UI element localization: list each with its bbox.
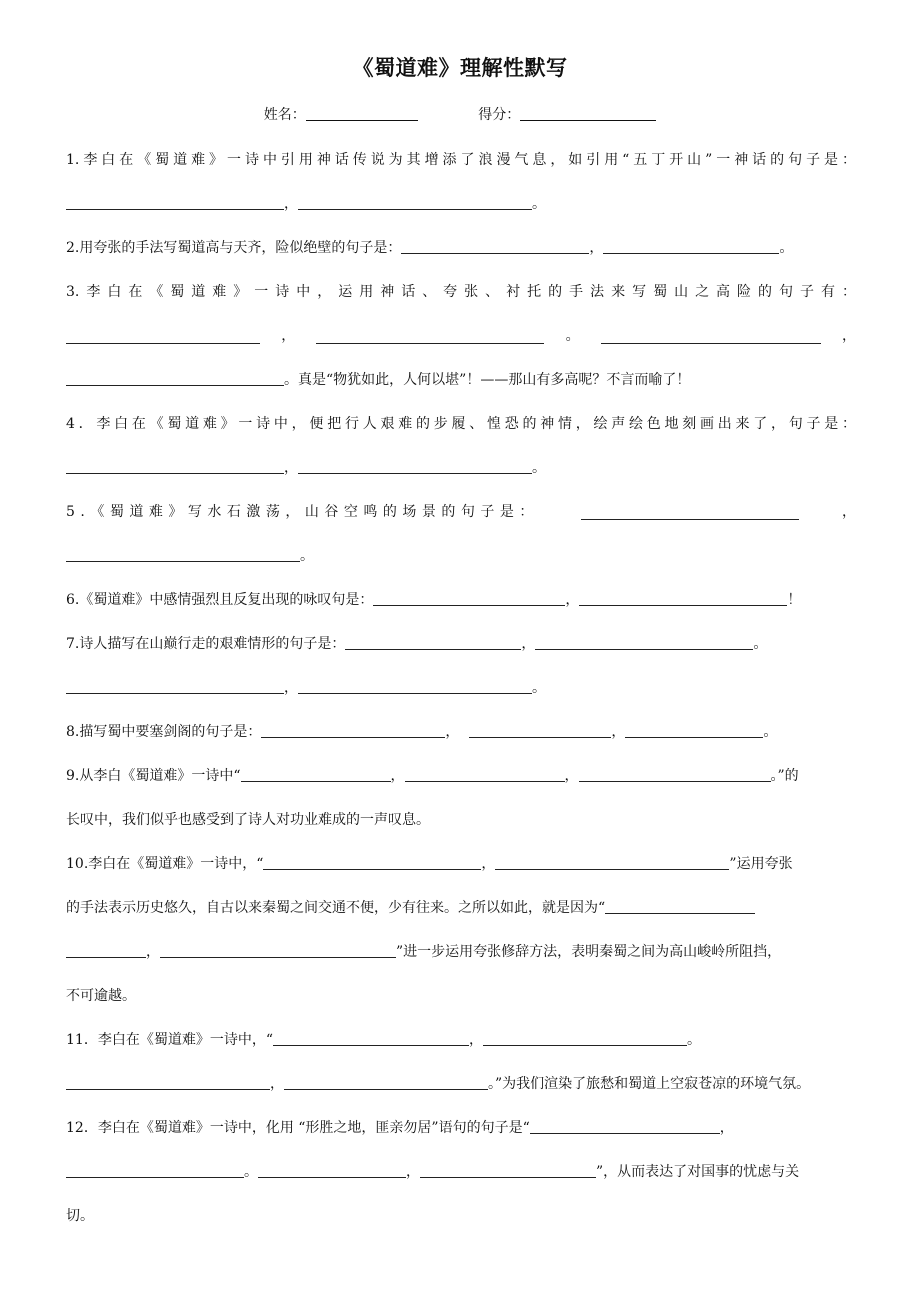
punct: 。 <box>300 548 314 564</box>
question-3 <box>66 270 856 402</box>
name-blank[interactable] <box>306 106 418 121</box>
answer-blank[interactable] <box>605 899 755 914</box>
question-1 <box>66 138 856 226</box>
answer-blank[interactable] <box>66 547 300 562</box>
punct: ， <box>284 196 298 212</box>
question-text: 12．李白在《蜀道难》一诗中，化用 “形胜之地，匪亲勿居”语句的句子是“ <box>66 1120 530 1136</box>
question-4 <box>66 402 856 490</box>
punct: ， <box>146 944 160 960</box>
punct: 。 <box>532 680 546 696</box>
student-info <box>0 104 920 124</box>
question-text: 7.诗人描写在山巅行走的艰难情形的句子是： <box>66 636 346 652</box>
punct: ， <box>445 724 460 740</box>
question-2 <box>66 226 856 270</box>
punct: 。”的 <box>770 768 799 784</box>
question-text: 1.李白在《蜀道难》一诗中引用神话传说为其增添了浪漫气息，如引用“五丁开山”一神话的句子是： <box>66 152 856 168</box>
answer-blank[interactable] <box>401 239 589 254</box>
answer-blank[interactable] <box>495 855 729 870</box>
question-tail: 。真是“物犹如此，人何以堪”！——那山有多高呢？不言而喻了！ <box>284 372 691 388</box>
question-text-line3: 切。 <box>66 1208 94 1224</box>
punct: ， <box>611 724 626 740</box>
question-text: 9.从李白《蜀道难》一诗中“ <box>66 768 241 784</box>
question-8 <box>66 710 856 754</box>
answer-blank[interactable] <box>66 371 284 386</box>
punct: ， <box>281 328 296 344</box>
punct: 。 <box>763 724 778 740</box>
question-tail: ”，从而表达了对国事的忧虑与关 <box>596 1164 800 1180</box>
punct: 。 <box>532 460 546 476</box>
punct: ， <box>284 680 298 696</box>
question-5 <box>66 490 856 578</box>
punct: ， <box>564 768 579 784</box>
answer-blank[interactable] <box>66 943 146 958</box>
question-text: 8.描写蜀中要塞剑阁的句子是： <box>66 724 262 740</box>
punct: ， <box>521 636 536 652</box>
answer-blank[interactable] <box>579 767 771 782</box>
answer-blank[interactable] <box>601 329 821 344</box>
question-text: 4．李白在《蜀道难》一诗中，便把行人艰难的步履、惶恐的神情，绘声绘色地刻画出来了，句子是： <box>66 416 856 432</box>
question-tail: 。”为我们渲染了旅愁和蜀道上空寂苍凉的环境气氛。 <box>488 1076 811 1092</box>
punct: 。 <box>565 328 580 344</box>
answer-blank[interactable] <box>298 679 532 694</box>
answer-blank[interactable] <box>66 1075 270 1090</box>
question-10 <box>66 842 856 1018</box>
answer-blank[interactable] <box>625 723 763 738</box>
score-group <box>478 104 656 124</box>
answer-blank[interactable] <box>603 239 779 254</box>
answer-blank[interactable] <box>405 767 565 782</box>
page-title: 《蜀道难》理解性默写 <box>352 56 568 80</box>
question-text: 3.李白在《蜀道难》一诗中，运用神话、夸张、衬托的手法来写蜀山之高险的句子有： <box>66 284 856 300</box>
answer-blank[interactable] <box>373 591 565 606</box>
answer-blank[interactable] <box>579 591 787 606</box>
answer-blank[interactable] <box>298 459 532 474</box>
answer-blank[interactable] <box>535 635 753 650</box>
question-12 <box>66 1106 856 1238</box>
answer-blank[interactable] <box>298 195 532 210</box>
punct: 。 <box>244 1164 258 1180</box>
punct: 。 <box>753 636 768 652</box>
punct: 。 <box>532 196 546 212</box>
question-text-line2: 的手法表示历史悠久，自古以来秦蜀之间交通不便，少有往来。之所以如此，就是因为“ <box>66 900 606 916</box>
punct: ， <box>841 504 856 520</box>
punct: ， <box>390 768 405 784</box>
punct: ！ <box>787 592 802 608</box>
answer-blank[interactable] <box>530 1119 720 1134</box>
answer-blank[interactable] <box>263 855 481 870</box>
question-text: 11．李白在《蜀道难》一诗中，“ <box>66 1032 273 1048</box>
punct: ， <box>270 1076 284 1092</box>
answer-blank[interactable] <box>284 1075 488 1090</box>
name-label: 姓名： <box>263 107 306 123</box>
answer-blank[interactable] <box>261 723 445 738</box>
answer-blank[interactable] <box>66 329 260 344</box>
answer-blank[interactable] <box>316 329 544 344</box>
answer-blank[interactable] <box>160 943 396 958</box>
punct: ， <box>406 1164 420 1180</box>
punct: ， <box>565 592 580 608</box>
answer-blank[interactable] <box>66 459 284 474</box>
question-text-line3: ”进一步运用夸张修辞方法，表明秦蜀之间为高山峻岭所阻挡， <box>396 944 782 960</box>
question-text: 6.《蜀道难》中感情强烈且反复出现的咏叹句是： <box>66 592 374 608</box>
question-text: 5.《蜀道难》写水石激荡，山谷空鸣的场景的句子是： <box>66 504 539 520</box>
question-7 <box>66 622 856 710</box>
punct: ， <box>468 1032 483 1048</box>
answer-blank[interactable] <box>241 767 391 782</box>
punct: ， <box>284 460 298 476</box>
question-11 <box>66 1018 856 1106</box>
question-list <box>66 138 856 1238</box>
answer-blank[interactable] <box>469 723 611 738</box>
question-text-line2: 长叹中，我们似乎也感受到了诗人对功业难成的一声叹息。 <box>66 812 430 828</box>
question-text: 10.李白在《蜀道难》一诗中，“ <box>66 856 264 872</box>
answer-blank[interactable] <box>273 1031 469 1046</box>
score-label: 得分： <box>478 107 521 123</box>
punct: ”运用夸张 <box>729 856 793 872</box>
answer-blank[interactable] <box>345 635 521 650</box>
punct: ， <box>481 856 496 872</box>
punct: 。 <box>779 240 794 256</box>
answer-blank[interactable] <box>420 1163 596 1178</box>
punct: ， <box>841 328 856 344</box>
question-text: 2.用夸张的手法写蜀道高与天齐，险似绝壁的句子是： <box>66 240 402 256</box>
answer-blank[interactable] <box>483 1031 687 1046</box>
name-group <box>264 104 418 124</box>
punct: ， <box>589 240 604 256</box>
answer-blank[interactable] <box>581 505 799 520</box>
punct: ， <box>719 1120 734 1136</box>
answer-blank[interactable] <box>66 1163 244 1178</box>
punct: 。 <box>686 1032 701 1048</box>
question-9 <box>66 754 856 842</box>
answer-blank[interactable] <box>66 679 284 694</box>
score-blank[interactable] <box>520 106 656 121</box>
question-text-line4: 不可逾越。 <box>66 988 136 1004</box>
question-6 <box>66 578 856 622</box>
answer-blank[interactable] <box>258 1163 406 1178</box>
answer-blank[interactable] <box>66 195 284 210</box>
